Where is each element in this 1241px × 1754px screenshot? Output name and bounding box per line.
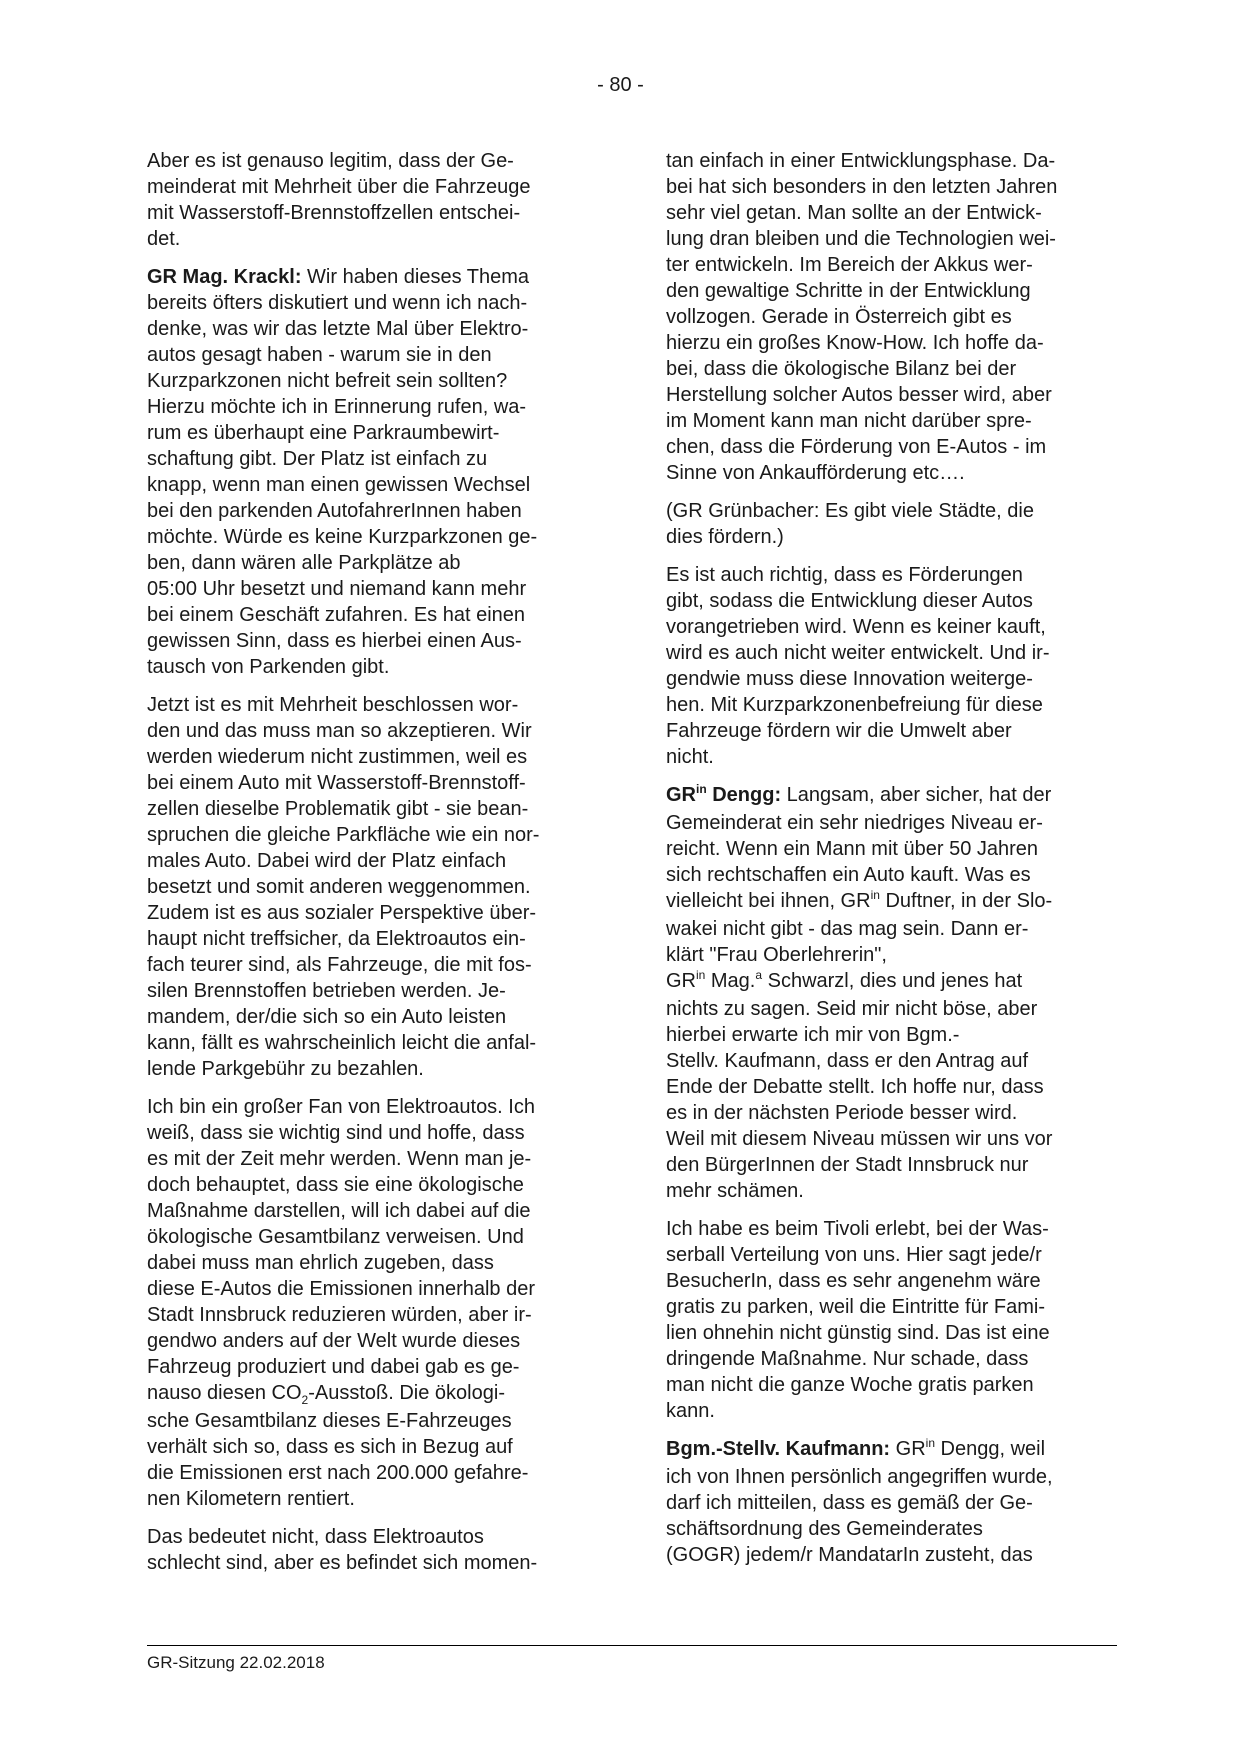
text-line: werden wiederum nicht zustimmen, weil es [147,746,528,768]
text-line: wird es auch nicht weiter entwickelt. Und ir- [666,642,1050,664]
text-line: Zudem ist es aus sozialer Perspektive über- [147,902,537,924]
text-line: klärt "Frau Oberlehrerin", [666,944,887,966]
text-line: Hierzu möchte ich in Erinnerung rufen, wa- [147,396,527,418]
text-line [666,782,1108,810]
text-line: nen Kilometern rentiert. [147,1488,355,1510]
text-line: man nicht die ganze Woche gratis parken [666,1374,1034,1396]
text-line: denke, was wir das letzte Mal über Elektro- [147,318,529,340]
paragraph [147,1094,589,1512]
text-line: tan einfach in einer Entwicklungsphase. Da- [666,150,1056,172]
text-line: nicht. [666,746,714,768]
paragraph [666,1216,1108,1424]
text-line: gibt, sodass die Entwicklung dieser Autos [666,590,1033,612]
text-line: Maßnahme darstellen, will ich dabei auf die [147,1200,531,1222]
text-line [147,1380,589,1408]
text-line: Jetzt ist es mit Mehrheit beschlossen wor- [147,694,519,716]
text-line: Ich bin ein großer Fan von Elektroautos. Ich [147,1096,535,1118]
text-line: Ende der Debatte stellt. Ich hoffe nur, dass [666,1076,1044,1098]
text-line: den BürgerInnen der Stadt Innsbruck nur [666,1154,1029,1176]
text-line: 05:00 Uhr besetzt und niemand kann mehr [147,578,527,600]
paragraph [147,692,589,1082]
text-fragment: Langsam, aber sicher, hat der [781,784,1052,806]
text-line: Es ist auch richtig, dass es Förderungen [666,564,1023,586]
paragraph [666,498,1108,550]
text-line: haupt nicht treffsicher, da Elektroautos ein- [147,928,526,950]
text-fragment: Schwarzl, dies und jenes hat [762,970,1023,992]
text-line: meinderat mit Mehrheit über die Fahrzeuge [147,176,531,198]
text-fragment: GR [666,970,696,992]
text-line: mit Wasserstoff-Brennstoffzellen entschei- [147,202,521,224]
text-line: knapp, wenn man einen gewissen Wechsel [147,474,531,496]
paragraph [147,1524,589,1576]
footer-text: GR-Sitzung 22.02.2018 [147,1653,325,1672]
text-line: autos gesagt haben - warum sie in den [147,344,492,366]
paragraph [147,264,589,680]
text-line: Stellv. Kaufmann, dass er den Antrag auf [666,1050,1029,1072]
text-line: reicht. Wenn ein Mann mit über 50 Jahren [666,838,1039,860]
text-line: bei hat sich besonders in den letzten Jahren [666,176,1058,198]
text-line: rum es überhaupt eine Parkraumbewirt- [147,422,500,444]
superscript: in [870,888,880,902]
text-fragment: nauso diesen CO [147,1382,302,1404]
text-line [147,264,589,290]
text-line [666,888,1108,916]
text-line: dabei muss man ehrlich zugeben, dass [147,1252,494,1274]
text-line: mehr schämen. [666,1180,804,1202]
text-line: Ich habe es beim Tivoli erlebt, bei der Was- [666,1218,1049,1240]
text-line: den und das muss man so akzeptieren. Wir [147,720,532,742]
text-fragment: Duftner, in der Slo- [879,890,1053,912]
text-line: ich von Ihnen persönlich angegriffen wurde, [666,1466,1053,1488]
text-line [666,1436,1108,1464]
text-line: bei den parkenden AutofahrerInnen haben [147,500,522,522]
text-line: weiß, dass sie wichtig sind und hoffe, dass [147,1122,525,1144]
text-line: sich rechtschaffen ein Auto kauft. Was es [666,864,1031,886]
text-line: dringende Maßnahme. Nur schade, dass [666,1348,1029,1370]
right-column [666,148,1108,1580]
text-line: Sinne von Ankaufförderung etc…. [666,462,965,484]
text-line: mandem, der/die sich so ein Auto leisten [147,1006,507,1028]
paragraph [666,1436,1108,1568]
text-line: doch behauptet, dass sie eine ökologische [147,1174,524,1196]
text-line: besetzt und somit anderen weggenommen. [147,876,531,898]
text-line: bei, dass die ökologische Bilanz bei der [666,358,1017,380]
text-line: im Moment kann man nicht darüber spre- [666,410,1032,432]
text-line: dies fördern.) [666,526,784,548]
text-line: darf ich mitteilen, dass es gemäß der Ge- [666,1492,1033,1514]
text-line: lung dran bleiben und die Technologien wei- [666,228,1056,250]
text-line: spruchen die gleiche Parkfläche wie ein nor- [147,824,540,846]
text-line: die Emissionen erst nach 200.000 gefahre- [147,1462,529,1484]
text-line [666,968,1108,996]
text-fragment: -Ausstoß. Die ökologi- [308,1382,505,1404]
text-line: males Auto. Dabei wird der Platz einfach [147,850,507,872]
text-line: vollzogen. Gerade in Österreich gibt es [666,306,1012,328]
text-line: hierbei erwarte ich mir von Bgm.- [666,1024,960,1046]
text-line: bereits öfters diskutiert und wenn ich nach- [147,292,528,314]
text-line: es in der nächsten Periode besser wird. [666,1102,1018,1124]
text-line: serball Verteilung von uns. Hier sagt jede/r [666,1244,1042,1266]
text-line: Fahrzeug produziert und dabei gab es ge- [147,1356,520,1378]
text-line: ben, dann wären alle Parkplätze ab [147,552,461,574]
text-line: ökologische Gesamtbilanz verweisen. Und [147,1226,524,1248]
text-line: schlecht sind, aber es befindet sich momen- [147,1552,538,1574]
text-line: bei einem Geschäft zufahren. Es hat einen [147,604,526,626]
subscript: 2 [301,1393,309,1407]
text-fragment: Dengg: [706,784,782,806]
text-line: Das bedeutet nicht, dass Elektroautos [147,1526,484,1548]
text-fragment: Dengg, weil [935,1438,1046,1460]
text-line: tausch von Parkenden gibt. [147,656,390,678]
text-fragment: vielleicht bei ihnen, GR [666,890,871,912]
text-line: diese E-Autos die Emissionen innerhalb der [147,1278,535,1300]
text-line: silen Brennstoffen betrieben werden. Je- [147,980,506,1002]
text-fragment: Mag. [705,970,756,992]
text-line: verhält sich so, dass es sich in Bezug auf [147,1436,513,1458]
text-line: es mit der Zeit mehr werden. Wenn man je- [147,1148,532,1170]
superscript: in [696,782,707,796]
text-fragment: Wir haben dieses Thema [301,266,530,288]
text-line: gratis zu parken, weil die Eintritte für Fami- [666,1296,1046,1318]
text-line: (GOGR) jedem/r MandatarIn zusteht, das [666,1544,1033,1566]
text-line: det. [147,228,181,250]
text-line: gewissen Sinn, dass es hierbei einen Aus- [147,630,522,652]
superscript: a [755,968,763,982]
paragraph [666,148,1108,486]
text-line: chen, dass die Förderung von E-Autos - im [666,436,1047,458]
footer-divider [147,1645,1117,1646]
text-line: hierzu ein großes Know-How. Ich hoffe da- [666,332,1044,354]
paragraph [147,148,589,252]
text-line: Herstellung solcher Autos besser wird, aber [666,384,1052,406]
text-line: bei einem Auto mit Wasserstoff-Brennstoff- [147,772,526,794]
text-line: kann. [666,1400,715,1422]
text-line: Fahrzeuge fördern wir die Umwelt aber [666,720,1012,742]
text-line: Gemeinderat ein sehr niedriges Niveau er- [666,812,1043,834]
text-line: wakei nicht gibt - das mag sein. Dann er- [666,918,1029,940]
text-line: lien ohnehin nicht günstig sind. Das ist eine [666,1322,1050,1344]
text-line: Aber es ist genauso legitim, dass der Ge- [147,150,514,172]
text-line: ter entwickeln. Im Bereich der Akkus wer- [666,254,1033,276]
text-line: Kurzparkzonen nicht befreit sein sollten? [147,370,508,392]
speaker-name: GR Mag. Krackl: [147,266,302,288]
text-line: schaftung gibt. Der Platz ist einfach zu [147,448,488,470]
text-line: hen. Mit Kurzparkzonenbefreiung für diese [666,694,1043,716]
text-line: Weil mit diesem Niveau müssen wir uns vor [666,1128,1053,1150]
text-line: kann, fällt es wahrscheinlich leicht die anfal- [147,1032,537,1054]
paragraph [666,562,1108,770]
speaker-name: Bgm.-Stellv. Kaufmann: [666,1438,891,1460]
text-line: sehr viel getan. Man sollte an der Entwick- [666,202,1042,224]
text-line: BesucherIn, dass es sehr angenehm wäre [666,1270,1041,1292]
text-line: gendwo anders auf der Welt wurde dieses [147,1330,521,1352]
superscript: in [925,1436,935,1450]
text-line: schäftsordnung des Gemeinderates [666,1518,983,1540]
text-line: nichts zu sagen. Seid mir nicht böse, aber [666,998,1038,1020]
text-line: zellen dieselbe Problematik gibt - sie bean- [147,798,529,820]
text-fragment: GR [890,1438,926,1460]
text-line: gendwie muss diese Innovation weiterge- [666,668,1033,690]
text-line: möchte. Würde es keine Kurzparkzonen ge- [147,526,538,548]
text-line: vorangetrieben wird. Wenn es keiner kauft, [666,616,1046,638]
text-line: sche Gesamtbilanz dieses E-Fahrzeuges [147,1410,512,1432]
left-column [147,148,589,1588]
text-line: den gewaltige Schritte in der Entwicklung [666,280,1031,302]
text-line: Stadt Innsbruck reduzieren würden, aber ir- [147,1304,532,1326]
text-line: fach teurer sind, als Fahrzeuge, die mit fos- [147,954,532,976]
page-number: - 80 - [597,74,644,96]
text-line: (GR Grünbacher: Es gibt viele Städte, die [666,500,1034,522]
text-line: lende Parkgebühr zu bezahlen. [147,1058,424,1080]
paragraph [666,782,1108,1204]
superscript: in [696,968,706,982]
speaker-name [666,784,781,806]
text-fragment: GR [666,784,696,806]
